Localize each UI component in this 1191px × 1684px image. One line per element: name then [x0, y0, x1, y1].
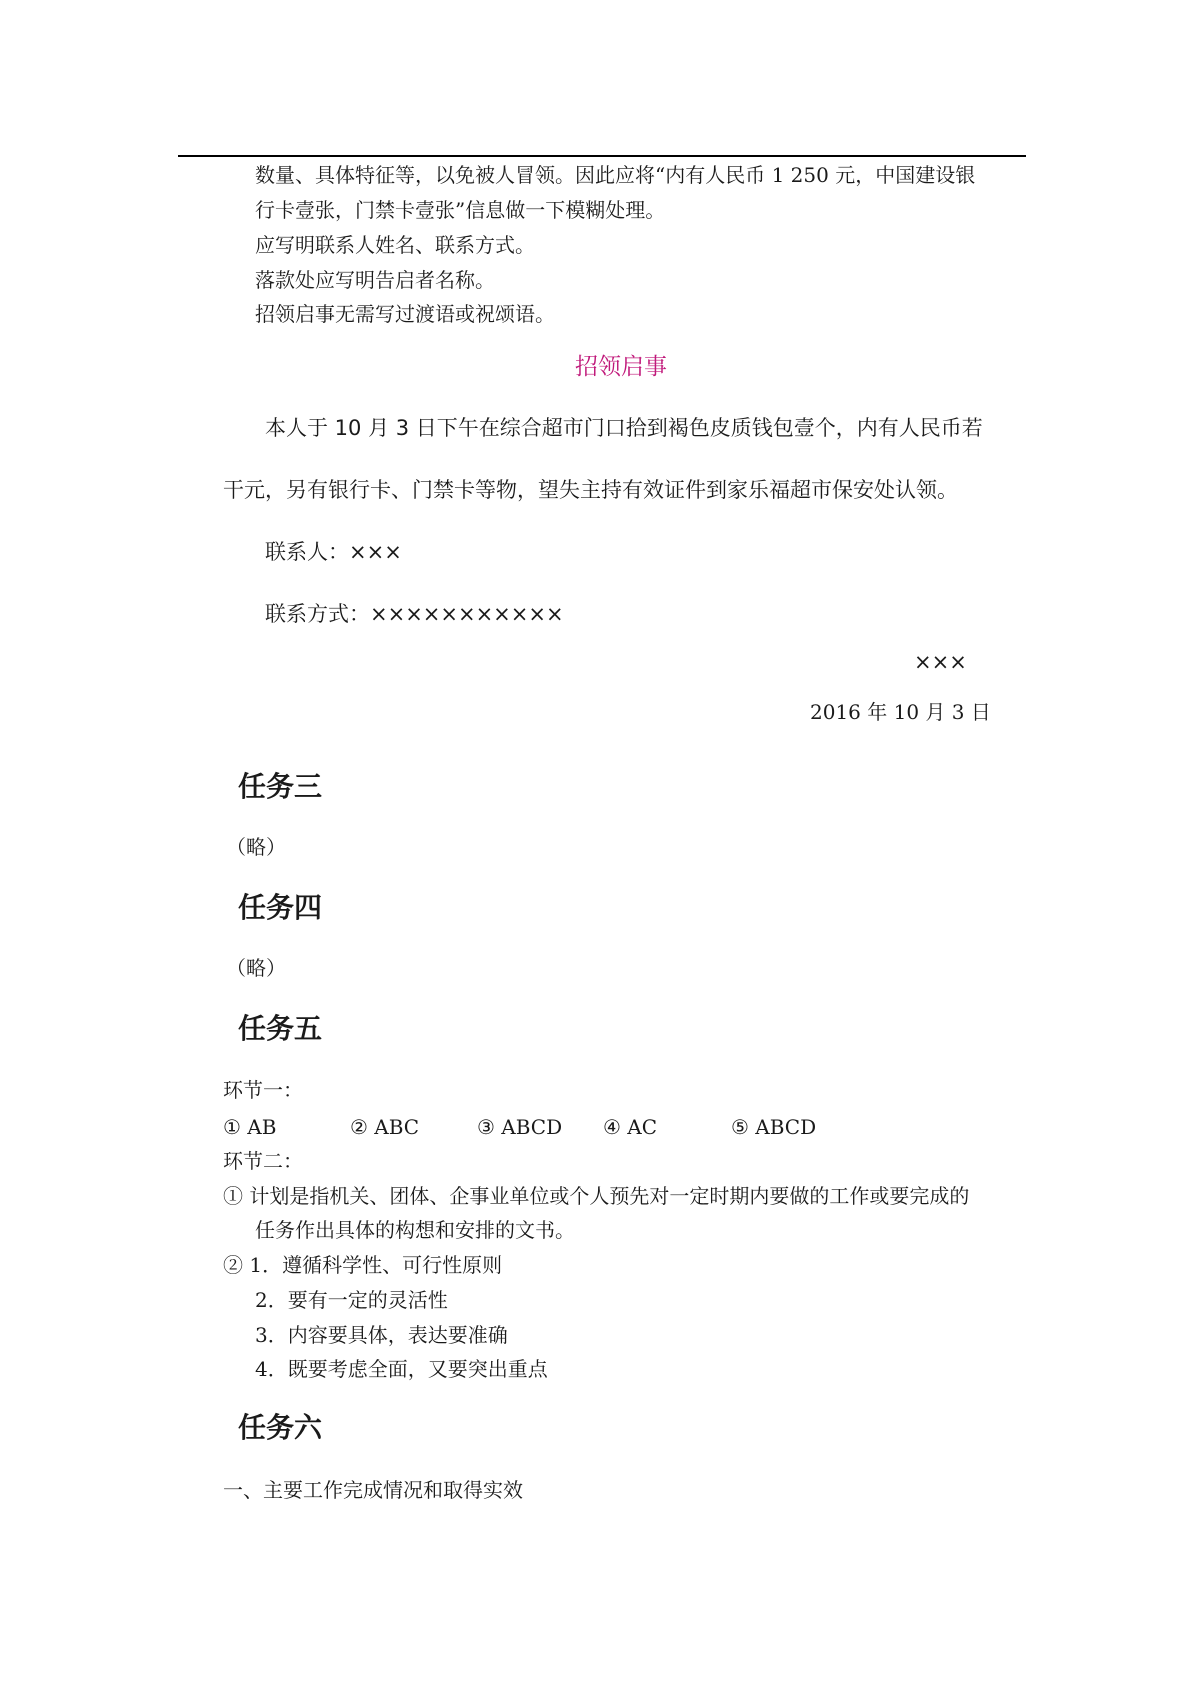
notice-contact-method: 联系方式：××××××××××× [265, 602, 564, 626]
intro-line-2: 行卡壹张，门禁卡壹张”信息做一下模糊处理。 [255, 198, 666, 222]
option-5: ⑤ ABCD [731, 1115, 817, 1139]
task-4-heading: 任务四 [238, 891, 323, 924]
notice-body-line-2: 干元，另有银行卡、门禁卡等物，望失主持有效证件到家乐福超市保安处认领。 [223, 478, 958, 502]
task-3-heading: 任务三 [238, 770, 323, 803]
notice-title: 招领启事 [575, 354, 667, 380]
item-2-line-2: 2．要有一定的灵活性 [255, 1288, 448, 1312]
task-4-content: （略） [226, 956, 286, 980]
intro-line-4: 落款处应写明告启者名称。 [255, 268, 495, 292]
notice-signer: ××× [914, 650, 967, 674]
item-2-line-3: 3．内容要具体，表达要准确 [255, 1323, 508, 1347]
item-1-line-1: ① 计划是指机关、团体、企事业单位或个人预先对一定时期内要做的工作或要完成的 [223, 1184, 970, 1208]
item-2-line-4: 4．既要考虑全面，又要突出重点 [255, 1357, 548, 1381]
item-1-line-2: 任务作出具体的构想和安排的文书。 [255, 1218, 575, 1242]
notice-date: 2016 年 10 月 3 日 [810, 700, 991, 724]
intro-line-3: 应写明联系人姓名、联系方式。 [255, 233, 535, 257]
header-rule [178, 155, 1026, 157]
option-3: ③ ABCD [477, 1115, 563, 1139]
notice-body-line-1: 本人于 10 月 3 日下午在综合超市门口拾到褐色皮质钱包壹个，内有人民币若 [265, 416, 983, 440]
section-1-label: 环节一： [223, 1078, 303, 1102]
task-6-first-item: 一、主要工作完成情况和取得实效 [223, 1478, 523, 1502]
option-4: ④ AC [603, 1115, 658, 1139]
task-5-heading: 任务五 [238, 1012, 323, 1045]
notice-contact-person: 联系人：××× [265, 540, 402, 564]
section-2-label: 环节二： [223, 1149, 303, 1173]
task-3-content: （略） [226, 835, 286, 859]
option-1: ① AB [223, 1115, 277, 1139]
task-6-heading: 任务六 [238, 1411, 323, 1444]
intro-line-1: 数量、具体特征等，以免被人冒领。因此应将“内有人民币 1 250 元，中国建设银 [255, 163, 976, 187]
intro-line-5: 招领启事无需写过渡语或祝颂语。 [255, 302, 555, 326]
option-2: ② ABC [350, 1115, 420, 1139]
item-2-line-1: ② 1．遵循科学性、可行性原则 [223, 1253, 503, 1277]
